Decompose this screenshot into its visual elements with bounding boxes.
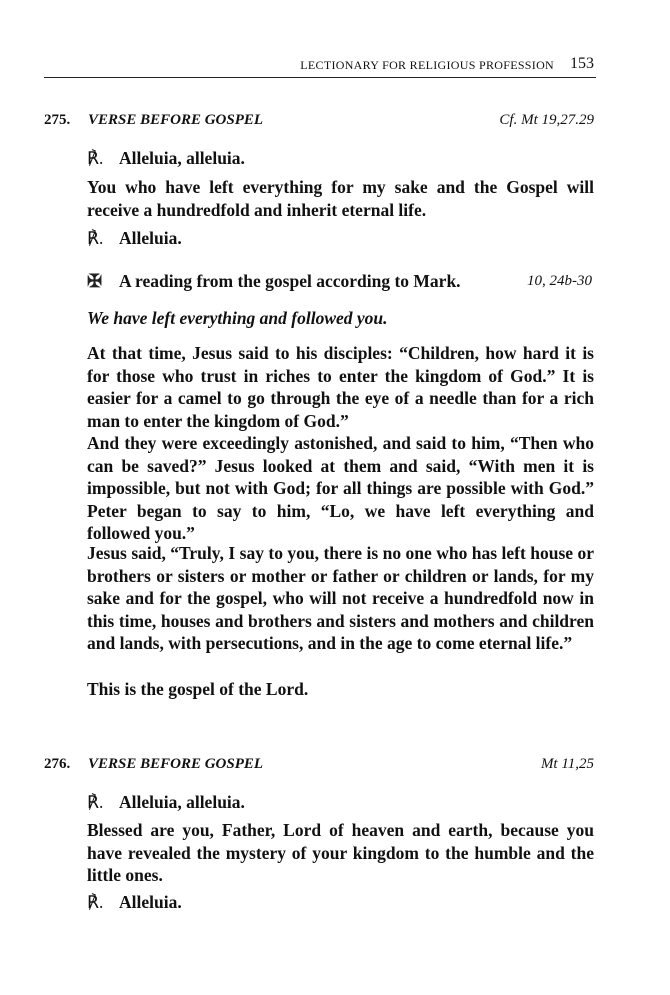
page-number: 153 <box>570 55 594 72</box>
verse-text: You who have left everything for my sake and the Gospel will receive a hundredfold and inherit eternal life. <box>87 177 594 220</box>
response-symbol: ℟. <box>87 148 104 168</box>
verse-text: Blessed are you, Father, Lord of heaven and earth, because you have revealed the mystery of your kingdom to the humble and the little ones. <box>87 820 594 885</box>
gospel-summary: We have left everything and followed you. <box>87 308 388 328</box>
running-title: LECTIONARY FOR RELIGIOUS PROFESSION <box>300 58 554 72</box>
response-text: Alleluia. <box>119 892 182 912</box>
cross-icon: ✠ <box>87 271 103 291</box>
response-line <box>87 147 594 170</box>
gospel-paragraph-2: And they were exceedingly astonished, and said to him, “Then who can be saved?” Jesus looked at them and said, “With men it is impossible, but not with God; for all things are possible with God.” Peter began to say to him, “Lo, we have left everything and followed you.” <box>87 433 594 543</box>
running-header <box>44 55 596 78</box>
response-line <box>87 891 594 914</box>
section-number: 275. <box>44 112 71 128</box>
response-text: Alleluia, alleluia. <box>119 148 245 168</box>
response-text: Alleluia, alleluia. <box>119 792 245 812</box>
gospel-announcement-line <box>87 271 594 292</box>
gospel-paragraph-3: Jesus said, “Truly, I say to you, there is no one who has left house or brothers or sisters or mother or father or children or lands, for my sake and for the gospel, who will not receive a hundredfold now in this time, houses and brothers and sisters and mothers and children and lands, with persecutions, and in the age to come eternal life.” <box>87 543 594 653</box>
response-line <box>87 227 594 250</box>
gospel-citation: 10, 24b-30 <box>527 273 592 289</box>
section-citation: Cf. Mt 19,27.29 <box>499 112 594 128</box>
gospel-paragraph-1: At that time, Jesus said to his disciples: “Children, how hard it is for those who trust in riches to enter the kingdom of God.” It is easier for a camel to go through the eye of a needle than for a rich man to enter the kingdom of God.” <box>87 343 594 431</box>
gospel-closing: This is the gospel of the Lord. <box>87 679 309 699</box>
section-citation: Mt 11,25 <box>540 756 594 772</box>
response-line <box>87 791 594 814</box>
response-text: Alleluia. <box>119 228 182 248</box>
section-number: 276. <box>44 756 71 772</box>
section-title: VERSE BEFORE GOSPEL <box>88 112 264 128</box>
gospel-announcement: A reading from the gospel according to Mark. <box>119 271 461 291</box>
response-symbol: ℟. <box>87 892 104 912</box>
response-symbol: ℟. <box>87 228 104 248</box>
section-title: VERSE BEFORE GOSPEL <box>88 756 264 772</box>
response-symbol: ℟. <box>87 792 104 812</box>
